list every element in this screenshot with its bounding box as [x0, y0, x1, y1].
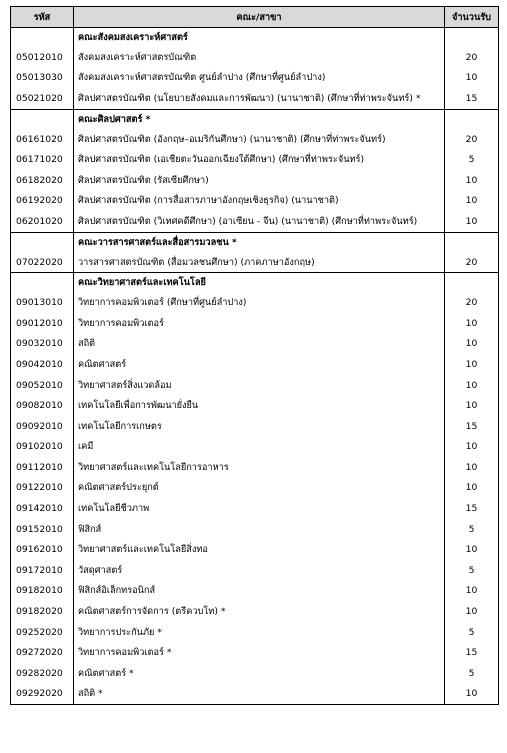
program-name: เทคโนโลยีชีวภาพ [74, 498, 445, 519]
program-count: 10 [445, 437, 499, 458]
program-code: 09162010 [11, 539, 74, 560]
table-row [11, 498, 499, 519]
program-count: 10 [445, 457, 499, 478]
table-row [11, 560, 499, 581]
program-count: 20 [445, 129, 499, 150]
program-count: 10 [445, 539, 499, 560]
program-code: 09013010 [11, 292, 74, 313]
table-row [11, 354, 499, 375]
table-row [11, 581, 499, 602]
table-row [11, 416, 499, 437]
program-code: 09292020 [11, 684, 74, 705]
header-code: รหัส [11, 7, 74, 28]
program-code: 09182010 [11, 581, 74, 602]
table-row [11, 622, 499, 643]
table-row [11, 191, 499, 212]
program-count: 10 [445, 601, 499, 622]
program-code: 09142010 [11, 498, 74, 519]
table-row [11, 170, 499, 191]
faculty-name: คณะวิทยาศาสตร์และเทคโนโลยี [74, 273, 445, 293]
program-name: วารสารศาสตรบัณฑิต (สื่อมวลชนศึกษา) (ภาคภาษาอังกฤษ) [74, 252, 445, 273]
program-count: 20 [445, 47, 499, 68]
table-row [11, 252, 499, 273]
table-row [11, 292, 499, 313]
program-code: 09012010 [11, 313, 74, 334]
program-count: 10 [445, 684, 499, 705]
program-count: 20 [445, 292, 499, 313]
table-row [11, 601, 499, 622]
program-code: 09152010 [11, 519, 74, 540]
faculty-count-cell [445, 232, 499, 252]
program-code: 07022020 [11, 252, 74, 273]
program-count: 10 [445, 211, 499, 232]
faculty-count-cell [445, 273, 499, 293]
program-name: ศิลปศาสตรบัณฑิต (รัสเซียศึกษา) [74, 170, 445, 191]
program-code: 06182020 [11, 170, 74, 191]
program-code: 06171020 [11, 149, 74, 170]
program-name: คณิตศาสตร์ประยุกต์ [74, 478, 445, 499]
program-name: ศิลปศาสตรบัณฑิต (การสื่อสารภาษาอังกฤษเชิงธุรกิจ) (นานาชาติ) [74, 191, 445, 212]
program-name: สถิติ * [74, 684, 445, 705]
program-code: 05013030 [11, 68, 74, 89]
faculty-count-cell [445, 28, 499, 48]
program-name: วัสดุศาสตร์ [74, 560, 445, 581]
faculty-row [11, 109, 499, 129]
table-row [11, 457, 499, 478]
program-name: ศิลปศาสตรบัณฑิต (เอเชียตะวันออกเฉียงใต้ศึกษา) (ศึกษาที่ท่าพระจันทร์) [74, 149, 445, 170]
table-row [11, 47, 499, 68]
program-count: 10 [445, 478, 499, 499]
table-row [11, 663, 499, 684]
program-name: วิทยาศาสตร์และเทคโนโลยีสิ่งทอ [74, 539, 445, 560]
program-count: 10 [445, 334, 499, 355]
program-code: 09052010 [11, 375, 74, 396]
faculty-name: คณะสังคมสงเคราะห์ศาสตร์ [74, 28, 445, 48]
table-row [11, 68, 499, 89]
program-count: 5 [445, 519, 499, 540]
faculty-row [11, 232, 499, 252]
program-code: 09082010 [11, 395, 74, 416]
faculty-code-cell [11, 28, 74, 48]
table-row [11, 375, 499, 396]
program-code: 09172010 [11, 560, 74, 581]
table-body [11, 28, 499, 705]
table-row [11, 129, 499, 150]
program-count: 10 [445, 375, 499, 396]
program-count: 10 [445, 581, 499, 602]
faculty-code-cell [11, 109, 74, 129]
program-code: 09272020 [11, 642, 74, 663]
program-name: วิทยาศาสตร์สิ่งแวดล้อม [74, 375, 445, 396]
program-count: 5 [445, 149, 499, 170]
program-name: เทคโนโลยีการเกษตร [74, 416, 445, 437]
program-count: 10 [445, 313, 499, 334]
header-row [11, 7, 499, 28]
program-code: 09182020 [11, 601, 74, 622]
table-row [11, 211, 499, 232]
program-name: วิทยาการคอมพิวเตอร์ (ศึกษาที่ศูนย์ลำปาง) [74, 292, 445, 313]
table-row [11, 395, 499, 416]
program-count: 5 [445, 622, 499, 643]
program-name: สถิติ [74, 334, 445, 355]
table-row [11, 334, 499, 355]
program-name: ศิลปศาสตรบัณฑิต (วิเทศคดีศึกษา) (อาเซียน - จีน) (นานาชาติ) (ศึกษาที่ท่าพระจันทร์) [74, 211, 445, 232]
faculty-name: คณะวารสารศาสตร์และสื่อสารมวลชน * [74, 232, 445, 252]
program-code: 09102010 [11, 437, 74, 458]
faculty-code-cell [11, 232, 74, 252]
table-row [11, 88, 499, 109]
program-name: วิทยาการประกันภัย * [74, 622, 445, 643]
faculty-code-cell [11, 273, 74, 293]
table-row [11, 478, 499, 499]
program-name: ฟิสิกส์ [74, 519, 445, 540]
program-code: 09122010 [11, 478, 74, 499]
program-count: 5 [445, 663, 499, 684]
faculty-count-cell [445, 109, 499, 129]
program-name: เคมี [74, 437, 445, 458]
program-name: ศิลปศาสตรบัณฑิต (อังกฤษ–อเมริกันศึกษา) (นานาชาติ) (ศึกษาที่ท่าพระจันทร์) [74, 129, 445, 150]
table-row [11, 437, 499, 458]
table-row [11, 642, 499, 663]
program-count: 15 [445, 88, 499, 109]
header-field: คณะ/สาขา [74, 7, 445, 28]
program-name: ศิลปศาสตรบัณฑิต (นโยบายสังคมและการพัฒนา) (นานาชาติ) (ศึกษาที่ท่าพระจันทร์) * [74, 88, 445, 109]
table-row [11, 149, 499, 170]
table-row [11, 313, 499, 334]
program-name: วิทยาการคอมพิวเตอร์ * [74, 642, 445, 663]
faculty-row [11, 273, 499, 293]
program-count: 10 [445, 68, 499, 89]
program-name: เทคโนโลยีเพื่อการพัฒนายั่งยืน [74, 395, 445, 416]
program-code: 05012010 [11, 47, 74, 68]
admission-table [10, 6, 499, 705]
program-name: คณิตศาสตร์การจัดการ (ตรีควบโท) * [74, 601, 445, 622]
program-count: 5 [445, 560, 499, 581]
program-count: 10 [445, 191, 499, 212]
program-name: วิทยาศาสตร์และเทคโนโลยีการอาหาร [74, 457, 445, 478]
table-row [11, 684, 499, 705]
program-code: 06201020 [11, 211, 74, 232]
faculty-row [11, 28, 499, 48]
program-count: 10 [445, 170, 499, 191]
program-code: 09092010 [11, 416, 74, 437]
program-count: 10 [445, 354, 499, 375]
program-count: 15 [445, 416, 499, 437]
program-count: 15 [445, 498, 499, 519]
program-count: 15 [445, 642, 499, 663]
program-code: 09042010 [11, 354, 74, 375]
program-code: 05021020 [11, 88, 74, 109]
program-name: สังคมสงเคราะห์ศาสตรบัณฑิต ศูนย์ลำปาง (ศึกษาที่ศูนย์ลำปาง) [74, 68, 445, 89]
header-count: จำนวนรับ [445, 7, 499, 28]
program-count: 20 [445, 252, 499, 273]
faculty-name: คณะศิลปศาสตร์ * [74, 109, 445, 129]
program-code: 06192020 [11, 191, 74, 212]
program-name: คณิตศาสตร์ * [74, 663, 445, 684]
program-code: 09112010 [11, 457, 74, 478]
program-name: คณิตศาสตร์ [74, 354, 445, 375]
program-name: วิทยาการคอมพิวเตอร์ [74, 313, 445, 334]
program-code: 09282020 [11, 663, 74, 684]
program-code: 09252020 [11, 622, 74, 643]
program-count: 10 [445, 395, 499, 416]
program-name: สังคมสงเคราะห์ศาสตรบัณฑิต [74, 47, 445, 68]
program-code: 06161020 [11, 129, 74, 150]
program-name: ฟิสิกส์อิเล็กทรอนิกส์ [74, 581, 445, 602]
table-row [11, 539, 499, 560]
program-code: 09032010 [11, 334, 74, 355]
table-row [11, 519, 499, 540]
